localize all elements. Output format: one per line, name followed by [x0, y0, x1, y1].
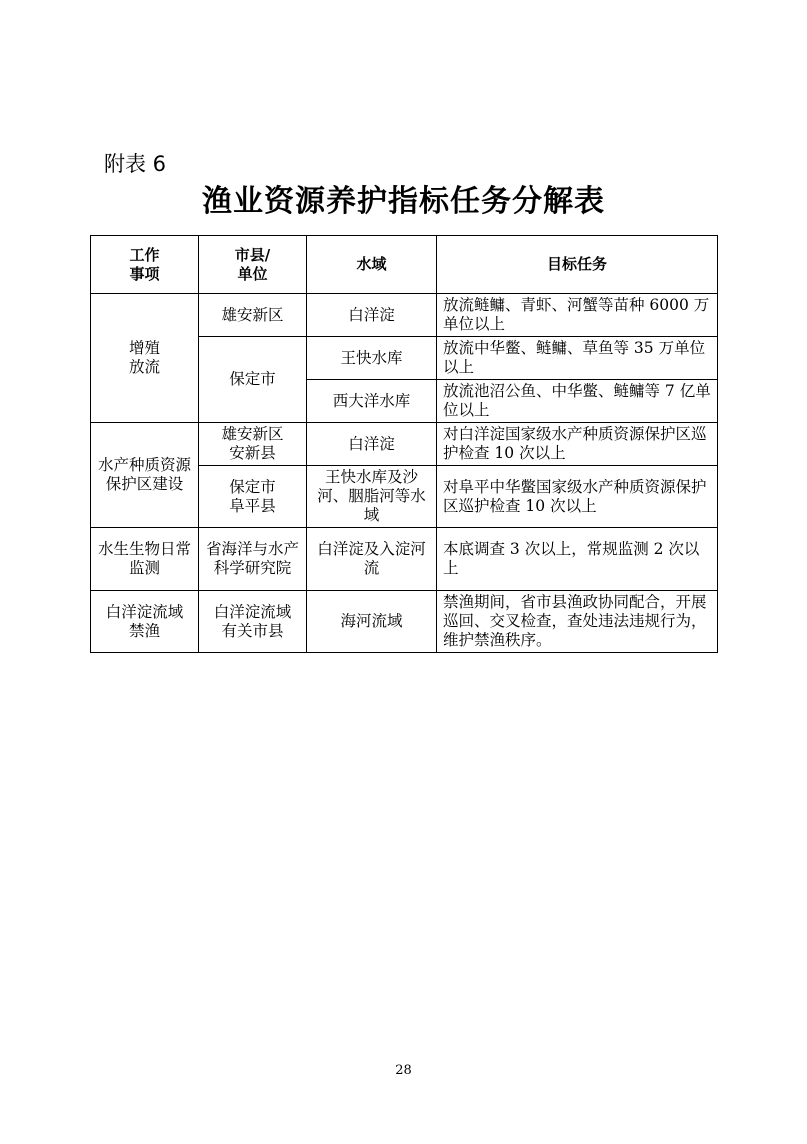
cell-unit: 保定市: [199, 337, 307, 423]
cell-water-area: 王快水库及沙河、胭脂河等水域: [307, 466, 437, 528]
cell-target-task: 放流中华鳖、鲢鳙、草鱼等 35 万单位以上: [437, 337, 718, 380]
table-header-row: [91, 236, 718, 294]
header-unit: 市县/ 单位: [199, 236, 307, 294]
cell-water-area: 海河流域: [307, 591, 437, 653]
cell-unit: 省海洋与水产科学研究院: [199, 528, 307, 591]
cell-unit: 雄安新区 安新县: [199, 423, 307, 466]
cell-work-item: 水产种质资源保护区建设: [91, 423, 199, 528]
task-decomposition-table: [90, 235, 718, 653]
cell-water-area: 西大洋水库: [307, 380, 437, 423]
cell-water-area: 白洋淀: [307, 423, 437, 466]
header-water-area: 水域: [307, 236, 437, 294]
header-target-task: 目标任务: [437, 236, 718, 294]
table-row: [91, 423, 718, 466]
cell-water-area: 白洋淀及入淀河流: [307, 528, 437, 591]
cell-target-task: 放流鲢鳙、青虾、河蟹等苗种 6000 万单位以上: [437, 294, 718, 337]
table-row: [91, 591, 718, 653]
cell-work-item: 白洋淀流域 禁渔: [91, 591, 199, 653]
cell-target-task: 对白洋淀国家级水产种质资源保护区巡护检查 10 次以上: [437, 423, 718, 466]
table-row: [91, 528, 718, 591]
table-row: [91, 294, 718, 337]
cell-work-item: 水生生物日常监测: [91, 528, 199, 591]
header-work-item: 工作 事项: [91, 236, 199, 294]
cell-target-task: 禁渔期间，省市县渔政协同配合，开展巡回、交叉检查，查处违法违规行为，维护禁渔秩序。: [437, 591, 718, 653]
document-title: 渔业资源养护指标任务分解表: [202, 184, 605, 219]
appendix-label: 附表 6: [104, 152, 167, 176]
cell-target-task: 本底调查 3 次以上，常规监测 2 次以上: [437, 528, 718, 591]
cell-water-area: 王快水库: [307, 337, 437, 380]
cell-target-task: 对阜平中华鳖国家级水产种质资源保护区巡护检查 10 次以上: [437, 466, 718, 528]
cell-work-item: 增殖 放流: [91, 294, 199, 423]
cell-water-area: 白洋淀: [307, 294, 437, 337]
cell-unit: 白洋淀流域 有关市县: [199, 591, 307, 653]
page-number: 28: [395, 1063, 412, 1078]
cell-target-task: 放流池沼公鱼、中华鳖、鲢鳙等 7 亿单位以上: [437, 380, 718, 423]
cell-unit: 雄安新区: [199, 294, 307, 337]
cell-unit: 保定市 阜平县: [199, 466, 307, 528]
